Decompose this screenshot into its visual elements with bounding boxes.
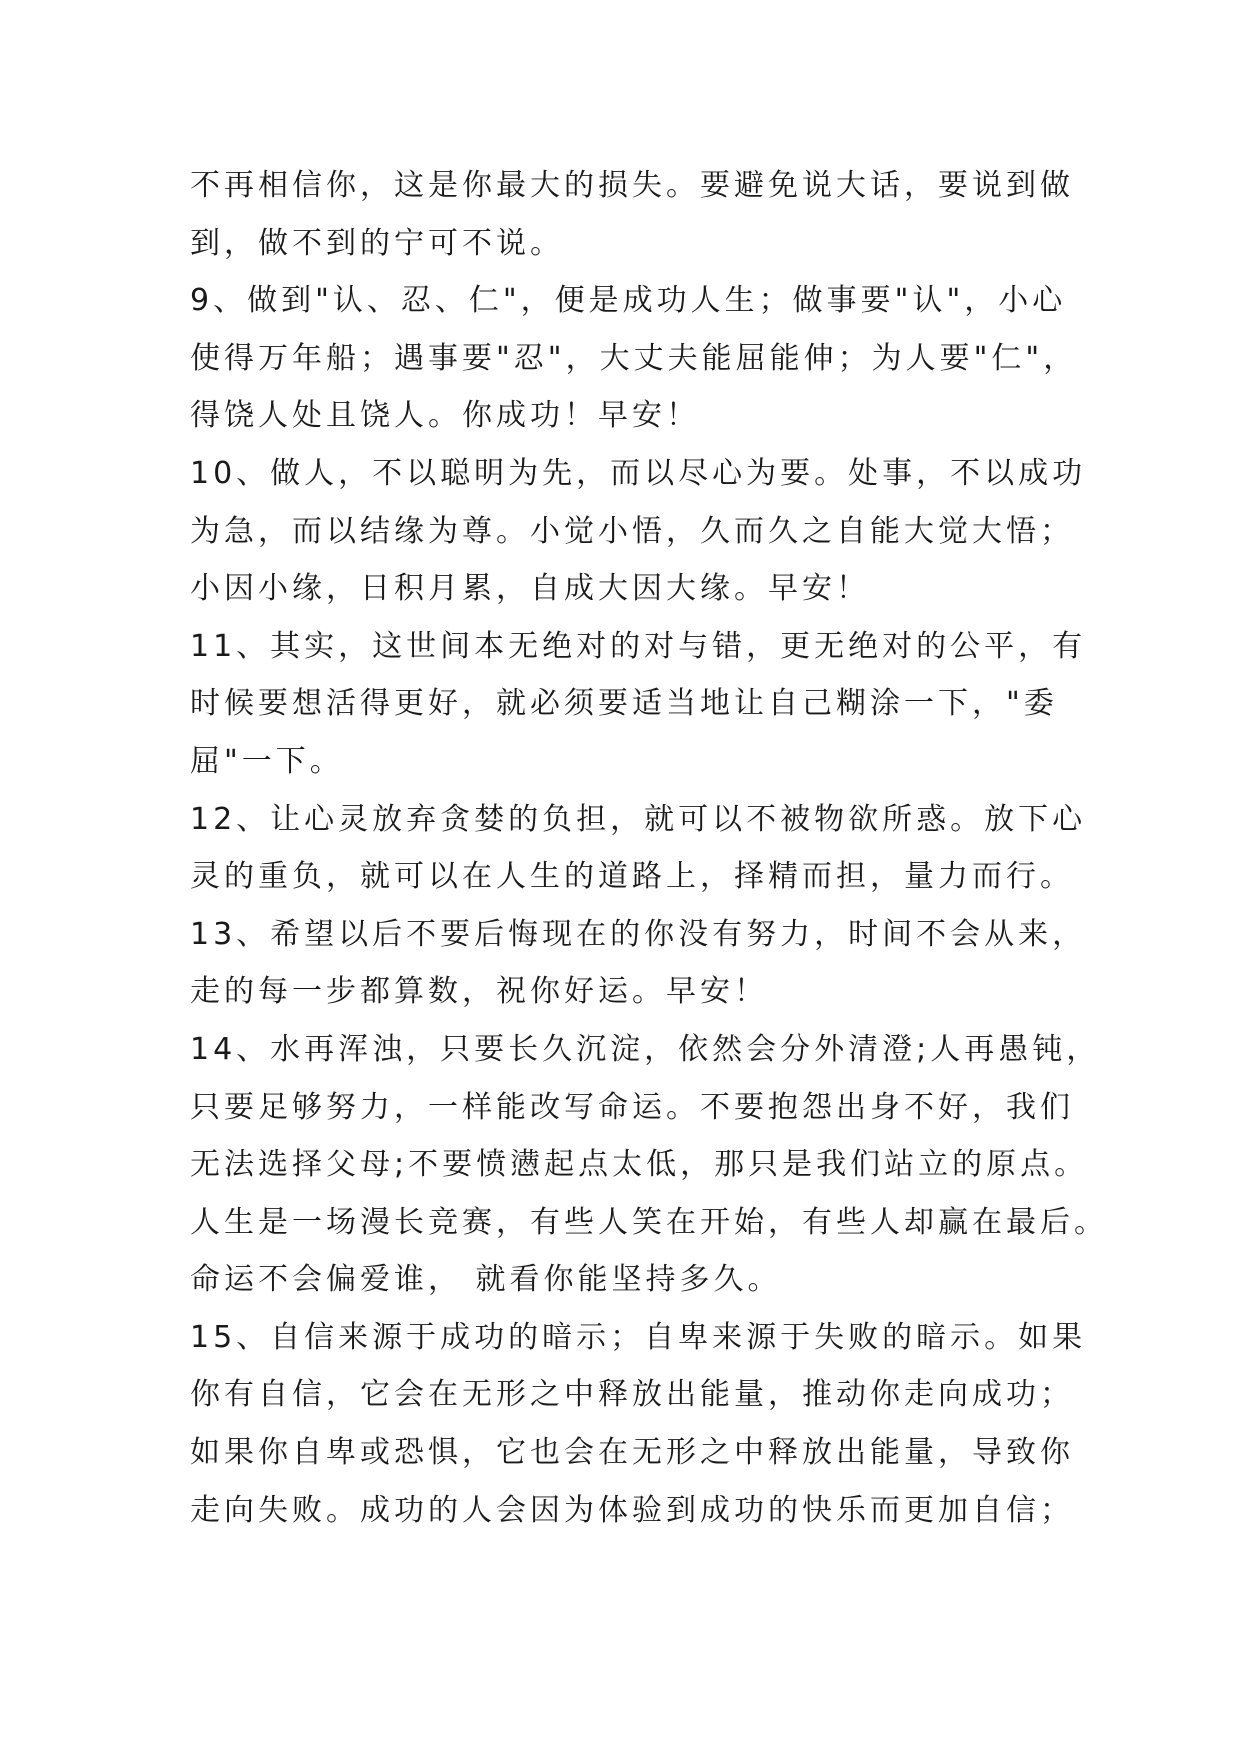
text-line: 走向失败。成功的人会因为体验到成功的快乐而更加自信； <box>190 1492 1074 1528</box>
text-line: 走的每一步都算数，祝你好运。早安！ <box>190 974 768 1010</box>
text-line: 10、做人，不以聪明为先，而以尽心为要。处事，不以成功 <box>190 455 1087 491</box>
text-line: 14、水再浑浊，只要长久沉淀，依然会分外清澄;人再愚钝， <box>190 1031 1101 1067</box>
text-line: 时候要想活得更好，就必须要适当地让自己糊涂一下，"委 <box>190 686 1058 722</box>
text-line: 灵的重负，就可以在人生的道路上，择精而担，量力而行。 <box>190 859 1074 895</box>
text-line: 使得万年船；遇事要"忍"，大丈夫能屈能伸；为人要"仁"， <box>190 340 1078 376</box>
text-line: 命运不会偏爱谁， 就看你能坚持多久。 <box>190 1262 782 1298</box>
text-line: 13、希望以后不要后悔现在的你没有努力，时间不会从来， <box>190 916 1087 952</box>
text-line: 如果你自卑或恐惧，它也会在无形之中释放出能量，导致你 <box>190 1435 1074 1471</box>
text-line: 得饶人处且饶人。你成功！早安！ <box>190 398 700 434</box>
document-body <box>190 157 1108 1539</box>
text-line: 小因小缘，日积月累，自成大因大缘。早安！ <box>190 571 870 607</box>
text-line: 不再相信你，这是你最大的损失。要避免说大话，要说到做 <box>190 168 1074 203</box>
text-line: 你有自信，它会在无形之中释放出能量，推动你走向成功； <box>190 1377 1074 1413</box>
text-line: 只要足够努力，一样能改写命运。不要抱怨出身不好，我们 <box>190 1089 1074 1125</box>
text-line: 15、自信来源于成功的暗示；自卑来源于失败的暗示。如果 <box>190 1319 1087 1355</box>
text-line: 为急，而以结缘为尊。小觉小悟，久而久之自能大觉大悟； <box>190 513 1074 549</box>
text-line: 11、其实，这世间本无绝对的对与错，更无绝对的公平，有 <box>190 628 1087 664</box>
text-line: 屈"一下。 <box>190 743 344 779</box>
text-line: 到，做不到的宁可不说。 <box>190 225 564 261</box>
text-line: 人生是一场漫长竞赛，有些人笑在开始，有些人却赢在最后。 <box>190 1204 1108 1240</box>
text-line: 9、做到"认、忍、仁"，便是成功人生；做事要"认"，小心 <box>190 283 1067 319</box>
text-line: 无法选择父母;不要愤懑起点太低，那只是我们站立的原点。 <box>190 1147 1089 1183</box>
text-line: 12、让心灵放弃贪婪的负担，就可以不被物欲所惑。放下心 <box>190 801 1087 837</box>
